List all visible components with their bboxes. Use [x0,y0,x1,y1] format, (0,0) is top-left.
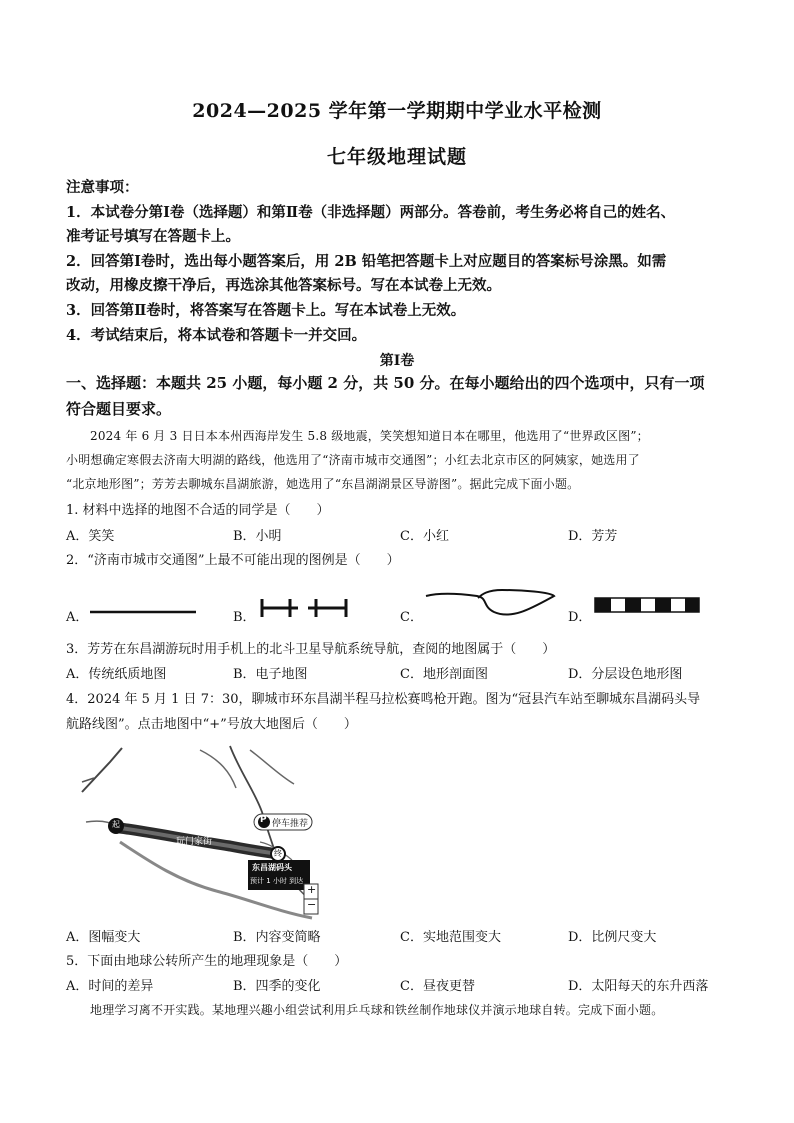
passage1-line-3: “北京地形图”；芳芳去聊城东昌湖旅游，她选用了“东昌湖湖景区导游图”。据此完成下面小题。 [66,477,580,491]
destination-eta: 预计 1 小时 到达 [250,877,304,885]
question-2-stem: 2．“济南市城市交通图”上最不可能出现的图例是（ ） [66,553,400,568]
option-c[interactable]: C．小红 [400,529,449,544]
option-b[interactable]: B．小明 [233,529,282,544]
exam-subtitle: 七年级地理试题 [326,146,467,168]
option-b[interactable]: B． [233,610,256,625]
passage1-line-1: 2024 年 6 月 3 日日本本州西海岸发生 5.8 级地震，笑笑想知道日本在哪里，他选用了“世界政区图”； [90,429,649,443]
zoom-in-button[interactable]: + [307,883,317,896]
passage2: 地理学习离不开实践。某地理兴趣小组尝试利用乒乓球和铁丝制作地球仪并演示地球自转。完成下面小题。 [90,1003,664,1017]
destination-name: 东昌湖码头 [252,863,292,872]
exam-title: 2024—2025 学年第一学期期中学业水平检测 [192,100,602,122]
legend-river-lake-icon [422,586,562,628]
navigation-route-map[interactable] [80,742,320,920]
option-d[interactable]: D．比例尺变大 [568,930,657,945]
section-instruction-2: 符合题目要求。 [66,400,172,418]
question-3-stem: 3．芳芳在东昌湖游玩时用手机上的北斗卫星导航系统导航，查阅的地图属于（ ） [66,642,556,657]
start-marker: 起 [112,820,120,829]
parking-icon: P [260,815,267,825]
question-4-stem-line-2: 航路线图”。点击地图中“+”号放大地图后（ ） [66,717,357,732]
notice-line-3: 2．回答第Ⅰ卷时，选出每小题答案后，用 2B 铅笔把答题卡上对应题目的答案标号涂黑。如需 [66,253,667,270]
notice-line-2: 准考证号填写在答题卡上。 [66,228,240,245]
map-image [80,742,320,920]
option-c[interactable]: C．实地范围变大 [400,930,501,945]
question-4-stem-line-1: 4．2024 年 5 月 1 日 7：30，聊城市环东昌湖半程马拉松赛鸣枪开跑。图为“冠县汽车站至聊城东昌湖码头导 [66,692,701,707]
legend-solid-line-icon [88,602,198,622]
option-d[interactable]: D．太阳每天的东升西落 [568,979,709,994]
notice-line-1: 1．本试卷分第Ⅰ卷（选择题）和第Ⅱ卷（非选择题）两部分。答卷前，考生务必将自己的姓名、 [66,204,676,221]
option-b[interactable]: B．电子地图 [233,667,308,682]
notice-line-4: 改动，用橡皮擦干净后，再选涂其他答案标号。写在本试卷上无效。 [66,277,501,294]
question-5-stem: 5．下面由地球公转所产生的地理现象是（ ） [66,954,348,969]
zoom-out-button[interactable]: − [307,898,317,911]
notice-line-5: 3．回答第Ⅱ卷时，将答案写在答题卡上。写在本试卷上无效。 [66,302,466,319]
option-a[interactable]: A． [66,610,89,625]
route-label: 玩门家街 [176,837,213,847]
question-2-options [66,588,746,628]
question-1-stem: 1. 材料中选择的地图不合适的同学是（ ） [66,503,330,518]
option-d[interactable]: D． [568,610,592,625]
passage1-line-2: 小明想确定寒假去济南大明湖的路线，他选用了“济南市城市交通图”；小红去北京市区的阿姨家，她选用了 [66,453,640,467]
legend-railway-icon [258,596,350,620]
end-marker: 终 [274,849,282,858]
option-a[interactable]: A．图幅变大 [66,930,141,945]
option-c[interactable]: C． [400,610,423,625]
option-a[interactable]: A．传统纸质地图 [66,667,167,682]
option-b[interactable]: B．四季的变化 [233,979,321,994]
option-d[interactable]: D．芳芳 [568,529,618,544]
option-c[interactable]: C．昼夜更替 [400,979,475,994]
legend-boundary-icon [594,596,700,616]
option-c[interactable]: C．地形剖面图 [400,667,488,682]
option-b[interactable]: B．内容变简略 [233,930,321,945]
option-a[interactable]: A．笑笑 [66,529,115,544]
notice-heading: 注意事项： [66,179,139,196]
notice-line-6: 4．考试结束后，将本试卷和答题卡一并交回。 [66,327,367,344]
part-title: 第Ⅰ卷 [379,353,415,369]
parking-label[interactable]: 停车推荐 [272,819,309,829]
option-d[interactable]: D．分层设色地形图 [568,667,683,682]
section-instruction-1: 一、选择题：本题共 25 小题，每小题 2 分，共 50 分。在每小题给出的四个选项中，只有一项 [66,374,705,392]
option-a[interactable]: A．时间的差异 [66,979,154,994]
